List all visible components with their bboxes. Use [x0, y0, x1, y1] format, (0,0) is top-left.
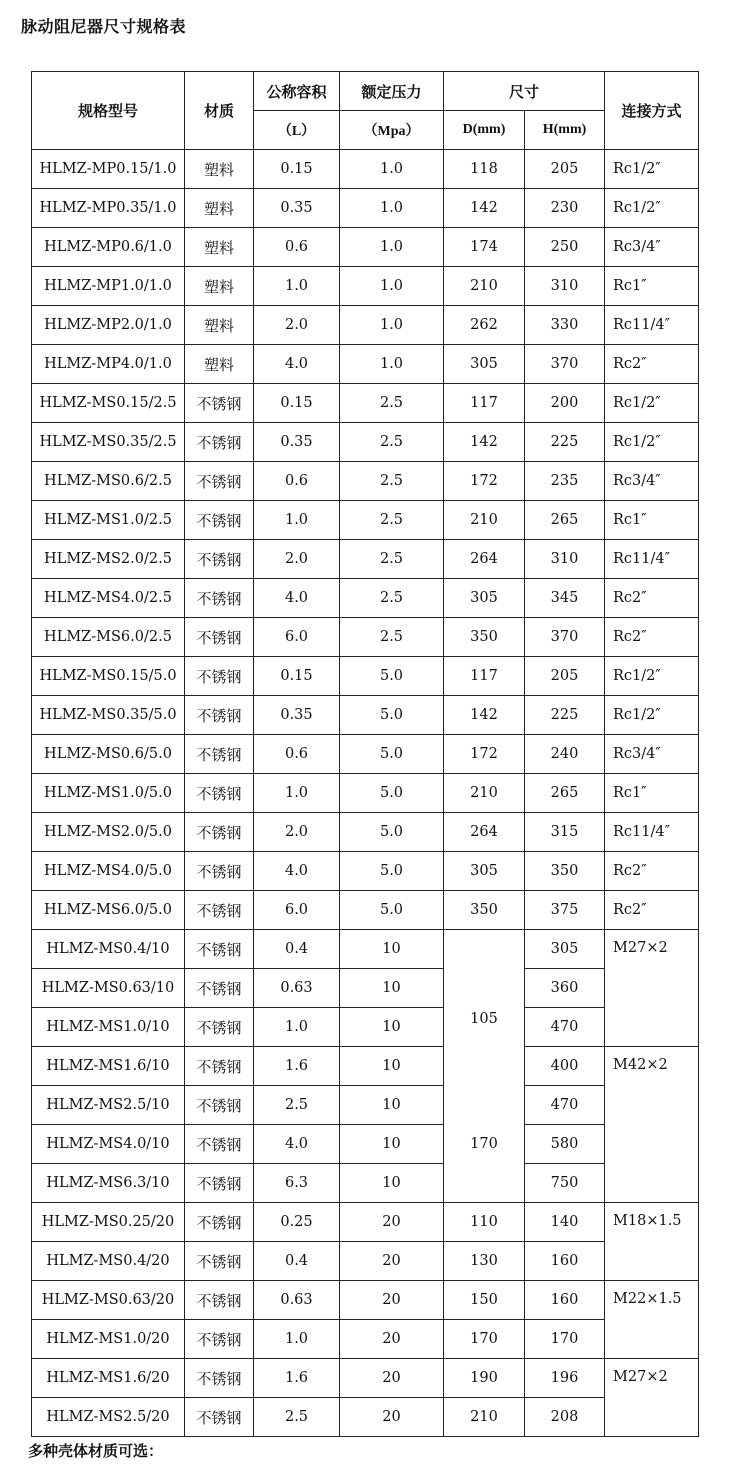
model-cell: HLMZ-MS0.63/10: [32, 969, 185, 1008]
pressure-cell: 10: [340, 1047, 444, 1086]
pressure-cell: 2.5: [340, 540, 444, 579]
pressure-cell: 1.0: [340, 306, 444, 345]
pressure-cell: 5.0: [340, 735, 444, 774]
connection-cell: Rc1/2″: [605, 384, 699, 423]
material-cell: 不锈钢: [185, 1359, 254, 1398]
table-row: [32, 579, 699, 618]
material-cell: 不锈钢: [185, 813, 254, 852]
pressure-cell: 5.0: [340, 696, 444, 735]
table-row: [32, 423, 699, 462]
diameter-cell: 210: [444, 501, 525, 540]
height-cell: 160: [525, 1281, 605, 1320]
pressure-cell: 1.0: [340, 150, 444, 189]
pressure-cell: 5.0: [340, 852, 444, 891]
pressure-cell: 1.0: [340, 228, 444, 267]
table-header: [32, 72, 699, 150]
volume-cell: 0.4: [254, 1242, 340, 1281]
table-row: [32, 306, 699, 345]
table-row: [32, 735, 699, 774]
connection-cell: Rc3/4″: [605, 735, 699, 774]
footer-note: 多种壳体材质可选：: [28, 1442, 164, 1460]
connection-cell-merged: M27×2: [605, 1359, 699, 1437]
header-h: H(mm): [525, 111, 605, 150]
material-cell: 不锈钢: [185, 1086, 254, 1125]
pressure-cell: 10: [340, 1164, 444, 1203]
height-cell: 330: [525, 306, 605, 345]
connection-cell-merged: M42×2: [605, 1047, 699, 1203]
volume-cell: 1.0: [254, 501, 340, 540]
height-cell: 250: [525, 228, 605, 267]
header-model: 规格型号: [32, 72, 185, 150]
table-row: [32, 1281, 699, 1320]
height-cell: 400: [525, 1047, 605, 1086]
model-cell: HLMZ-MS4.0/2.5: [32, 579, 185, 618]
volume-cell: 0.6: [254, 462, 340, 501]
connection-cell: Rc2″: [605, 891, 699, 930]
material-cell: 塑料: [185, 345, 254, 384]
height-cell: 170: [525, 1320, 605, 1359]
pressure-cell: 10: [340, 1086, 444, 1125]
volume-cell: 6.0: [254, 891, 340, 930]
height-cell: 230: [525, 189, 605, 228]
volume-cell: 1.0: [254, 1008, 340, 1047]
diameter-cell: 264: [444, 540, 525, 579]
material-cell: 不锈钢: [185, 462, 254, 501]
material-cell: 塑料: [185, 228, 254, 267]
pressure-cell: 20: [340, 1320, 444, 1359]
volume-cell: 2.0: [254, 540, 340, 579]
height-cell: 208: [525, 1398, 605, 1437]
pressure-cell: 1.0: [340, 189, 444, 228]
volume-cell: 0.63: [254, 969, 340, 1008]
volume-cell: 0.25: [254, 1203, 340, 1242]
height-cell: 470: [525, 1008, 605, 1047]
height-cell: 375: [525, 891, 605, 930]
header-pressure: 额定压力: [340, 72, 444, 111]
model-cell: HLMZ-MS1.0/5.0: [32, 774, 185, 813]
pressure-cell: 20: [340, 1203, 444, 1242]
table-row: [32, 813, 699, 852]
height-cell: 200: [525, 384, 605, 423]
volume-cell: 4.0: [254, 345, 340, 384]
material-cell: 不锈钢: [185, 423, 254, 462]
pressure-cell: 1.0: [340, 267, 444, 306]
connection-cell-merged: M27×2: [605, 930, 699, 1047]
diameter-cell: 350: [444, 618, 525, 657]
pressure-cell: 1.0: [340, 345, 444, 384]
model-cell: HLMZ-MS0.4/10: [32, 930, 185, 969]
diameter-cell: 210: [444, 774, 525, 813]
volume-cell: 0.6: [254, 735, 340, 774]
height-cell: 360: [525, 969, 605, 1008]
material-cell: 不锈钢: [185, 657, 254, 696]
connection-cell-merged: M18×1.5: [605, 1203, 699, 1281]
model-cell: HLMZ-MP0.15/1.0: [32, 150, 185, 189]
diameter-cell: 172: [444, 735, 525, 774]
table-row: [32, 1242, 699, 1281]
spec-table: [31, 71, 699, 1437]
connection-cell: Rc11/4″: [605, 813, 699, 852]
connection-cell: Rc1/2″: [605, 150, 699, 189]
pressure-cell: 2.5: [340, 579, 444, 618]
volume-cell: 0.35: [254, 696, 340, 735]
pressure-cell: 20: [340, 1398, 444, 1437]
pressure-cell: 2.5: [340, 384, 444, 423]
table-row: [32, 696, 699, 735]
material-cell: 不锈钢: [185, 735, 254, 774]
model-cell: HLMZ-MS0.6/5.0: [32, 735, 185, 774]
volume-cell: 1.6: [254, 1359, 340, 1398]
connection-cell: Rc2″: [605, 345, 699, 384]
table-row: [32, 930, 699, 969]
material-cell: 不锈钢: [185, 1203, 254, 1242]
connection-cell: Rc1/2″: [605, 696, 699, 735]
model-cell: HLMZ-MS0.63/20: [32, 1281, 185, 1320]
table-row: [32, 228, 699, 267]
material-cell: 塑料: [185, 306, 254, 345]
material-cell: 不锈钢: [185, 1008, 254, 1047]
material-cell: 塑料: [185, 189, 254, 228]
height-cell: 370: [525, 618, 605, 657]
volume-cell: 2.0: [254, 813, 340, 852]
material-cell: 不锈钢: [185, 384, 254, 423]
pressure-cell: 10: [340, 1008, 444, 1047]
diameter-cell: 150: [444, 1281, 525, 1320]
table-row: [32, 1086, 699, 1125]
table-row: [32, 852, 699, 891]
material-cell: 不锈钢: [185, 891, 254, 930]
height-cell: 205: [525, 150, 605, 189]
volume-cell: 0.4: [254, 930, 340, 969]
connection-cell: Rc11/4″: [605, 306, 699, 345]
material-cell: 塑料: [185, 267, 254, 306]
connection-cell: Rc2″: [605, 579, 699, 618]
height-cell: 370: [525, 345, 605, 384]
model-cell: HLMZ-MP1.0/1.0: [32, 267, 185, 306]
connection-cell: Rc1/2″: [605, 189, 699, 228]
height-cell: 225: [525, 696, 605, 735]
model-cell: HLMZ-MS6.3/10: [32, 1164, 185, 1203]
connection-cell: Rc1″: [605, 501, 699, 540]
connection-cell: Rc1″: [605, 267, 699, 306]
table-body: [32, 150, 699, 1437]
volume-cell: 1.0: [254, 267, 340, 306]
diameter-cell: 350: [444, 891, 525, 930]
pressure-cell: 5.0: [340, 657, 444, 696]
height-cell: 310: [525, 540, 605, 579]
diameter-cell-merged: 105: [444, 930, 525, 1047]
height-cell: 315: [525, 813, 605, 852]
material-cell: 不锈钢: [185, 1320, 254, 1359]
model-cell: HLMZ-MS0.15/2.5: [32, 384, 185, 423]
volume-cell: 0.63: [254, 1281, 340, 1320]
height-cell: 265: [525, 774, 605, 813]
model-cell: HLMZ-MP4.0/1.0: [32, 345, 185, 384]
table-row: [32, 540, 699, 579]
height-cell: 265: [525, 501, 605, 540]
volume-cell: 2.0: [254, 306, 340, 345]
diameter-cell: 142: [444, 189, 525, 228]
volume-cell: 1.0: [254, 774, 340, 813]
model-cell: HLMZ-MS0.6/2.5: [32, 462, 185, 501]
height-cell: 140: [525, 1203, 605, 1242]
model-cell: HLMZ-MS0.25/20: [32, 1203, 185, 1242]
height-cell: 350: [525, 852, 605, 891]
table-row: [32, 618, 699, 657]
model-cell: HLMZ-MS2.5/20: [32, 1398, 185, 1437]
height-cell: 160: [525, 1242, 605, 1281]
table-row: [32, 1047, 699, 1086]
pressure-cell: 2.5: [340, 618, 444, 657]
table-row: [32, 1125, 699, 1164]
header-size: 尺寸: [444, 72, 605, 111]
model-cell: HLMZ-MS0.4/20: [32, 1242, 185, 1281]
height-cell: 345: [525, 579, 605, 618]
material-cell: 不锈钢: [185, 969, 254, 1008]
diameter-cell: 210: [444, 1398, 525, 1437]
table-row: [32, 1359, 699, 1398]
connection-cell-merged: M22×1.5: [605, 1281, 699, 1359]
model-cell: HLMZ-MS1.0/20: [32, 1320, 185, 1359]
header-volume: 公称容积: [254, 72, 340, 111]
pressure-cell: 5.0: [340, 774, 444, 813]
volume-cell: 6.3: [254, 1164, 340, 1203]
material-cell: 塑料: [185, 150, 254, 189]
table-row: [32, 891, 699, 930]
material-cell: 不锈钢: [185, 1164, 254, 1203]
pressure-cell: 5.0: [340, 813, 444, 852]
diameter-cell: 172: [444, 462, 525, 501]
volume-cell: 0.35: [254, 189, 340, 228]
pressure-cell: 10: [340, 969, 444, 1008]
table-row: [32, 1203, 699, 1242]
connection-cell: Rc3/4″: [605, 462, 699, 501]
table-row: [32, 345, 699, 384]
volume-cell: 0.15: [254, 150, 340, 189]
material-cell: 不锈钢: [185, 579, 254, 618]
model-cell: HLMZ-MS0.35/5.0: [32, 696, 185, 735]
material-cell: 不锈钢: [185, 1047, 254, 1086]
pressure-cell: 2.5: [340, 462, 444, 501]
table-row: [32, 657, 699, 696]
connection-cell: Rc1″: [605, 774, 699, 813]
pressure-cell: 5.0: [340, 891, 444, 930]
pressure-cell: 2.5: [340, 501, 444, 540]
material-cell: 不锈钢: [185, 540, 254, 579]
diameter-cell: 117: [444, 657, 525, 696]
height-cell: 750: [525, 1164, 605, 1203]
table-row: [32, 1164, 699, 1203]
height-cell: 225: [525, 423, 605, 462]
model-cell: HLMZ-MS6.0/5.0: [32, 891, 185, 930]
diameter-cell: 174: [444, 228, 525, 267]
model-cell: HLMZ-MS1.0/2.5: [32, 501, 185, 540]
table-row: [32, 774, 699, 813]
volume-cell: 0.15: [254, 657, 340, 696]
material-cell: 不锈钢: [185, 774, 254, 813]
diameter-cell: 142: [444, 423, 525, 462]
model-cell: HLMZ-MS2.0/2.5: [32, 540, 185, 579]
diameter-cell: 110: [444, 1203, 525, 1242]
material-cell: 不锈钢: [185, 501, 254, 540]
connection-cell: Rc3/4″: [605, 228, 699, 267]
diameter-cell: 305: [444, 852, 525, 891]
volume-cell: 1.6: [254, 1047, 340, 1086]
table-row: [32, 1398, 699, 1437]
volume-cell: 0.15: [254, 384, 340, 423]
height-cell: 305: [525, 930, 605, 969]
table-row: [32, 267, 699, 306]
diameter-cell: 142: [444, 696, 525, 735]
model-cell: HLMZ-MS1.6/20: [32, 1359, 185, 1398]
diameter-cell: 170: [444, 1320, 525, 1359]
pressure-cell: 10: [340, 930, 444, 969]
volume-cell: 6.0: [254, 618, 340, 657]
pressure-cell: 20: [340, 1242, 444, 1281]
material-cell: 不锈钢: [185, 1398, 254, 1437]
height-cell: 205: [525, 657, 605, 696]
material-cell: 不锈钢: [185, 696, 254, 735]
material-cell: 不锈钢: [185, 1242, 254, 1281]
model-cell: HLMZ-MS6.0/2.5: [32, 618, 185, 657]
connection-cell: Rc2″: [605, 618, 699, 657]
model-cell: HLMZ-MS2.0/5.0: [32, 813, 185, 852]
table-row: [32, 969, 699, 1008]
height-cell: 470: [525, 1086, 605, 1125]
diameter-cell: 190: [444, 1359, 525, 1398]
material-cell: 不锈钢: [185, 618, 254, 657]
connection-cell: Rc2″: [605, 852, 699, 891]
table-row: [32, 384, 699, 423]
table-row: [32, 501, 699, 540]
volume-cell: 4.0: [254, 1125, 340, 1164]
model-cell: HLMZ-MS4.0/10: [32, 1125, 185, 1164]
pressure-cell: 2.5: [340, 423, 444, 462]
diameter-cell: 210: [444, 267, 525, 306]
model-cell: HLMZ-MP0.6/1.0: [32, 228, 185, 267]
diameter-cell: 130: [444, 1242, 525, 1281]
volume-cell: 0.35: [254, 423, 340, 462]
model-cell: HLMZ-MS1.6/10: [32, 1047, 185, 1086]
material-cell: 不锈钢: [185, 1281, 254, 1320]
volume-cell: 2.5: [254, 1398, 340, 1437]
connection-cell: Rc1/2″: [605, 423, 699, 462]
height-cell: 580: [525, 1125, 605, 1164]
diameter-cell-merged: 170: [444, 1047, 525, 1203]
volume-cell: 0.6: [254, 228, 340, 267]
pressure-cell: 20: [340, 1281, 444, 1320]
height-cell: 240: [525, 735, 605, 774]
material-cell: 不锈钢: [185, 1125, 254, 1164]
height-cell: 310: [525, 267, 605, 306]
model-cell: HLMZ-MP2.0/1.0: [32, 306, 185, 345]
table-row: [32, 150, 699, 189]
volume-cell: 1.0: [254, 1320, 340, 1359]
height-cell: 235: [525, 462, 605, 501]
header-material: 材质: [185, 72, 254, 150]
pressure-cell: 10: [340, 1125, 444, 1164]
model-cell: HLMZ-MS0.15/5.0: [32, 657, 185, 696]
pressure-cell: 20: [340, 1359, 444, 1398]
model-cell: HLMZ-MP0.35/1.0: [32, 189, 185, 228]
model-cell: HLMZ-MS2.5/10: [32, 1086, 185, 1125]
model-cell: HLMZ-MS4.0/5.0: [32, 852, 185, 891]
diameter-cell: 305: [444, 345, 525, 384]
header-d: D(mm): [444, 111, 525, 150]
volume-cell: 4.0: [254, 579, 340, 618]
header-connection: 连接方式: [605, 72, 699, 150]
model-cell: HLMZ-MS1.0/10: [32, 1008, 185, 1047]
diameter-cell: 264: [444, 813, 525, 852]
diameter-cell: 118: [444, 150, 525, 189]
diameter-cell: 305: [444, 579, 525, 618]
header-volume-unit: （L）: [254, 111, 340, 150]
height-cell: 196: [525, 1359, 605, 1398]
table-row: [32, 1320, 699, 1359]
table-row: [32, 462, 699, 501]
table-row: [32, 1008, 699, 1047]
material-cell: 不锈钢: [185, 930, 254, 969]
connection-cell: Rc1/2″: [605, 657, 699, 696]
table-row: [32, 189, 699, 228]
page-title: 脉动阻尼器尺寸规格表: [21, 17, 187, 36]
diameter-cell: 262: [444, 306, 525, 345]
model-cell: HLMZ-MS0.35/2.5: [32, 423, 185, 462]
diameter-cell: 117: [444, 384, 525, 423]
material-cell: 不锈钢: [185, 852, 254, 891]
volume-cell: 2.5: [254, 1086, 340, 1125]
connection-cell: Rc11/4″: [605, 540, 699, 579]
volume-cell: 4.0: [254, 852, 340, 891]
header-pressure-unit: （Mpa）: [340, 111, 444, 150]
